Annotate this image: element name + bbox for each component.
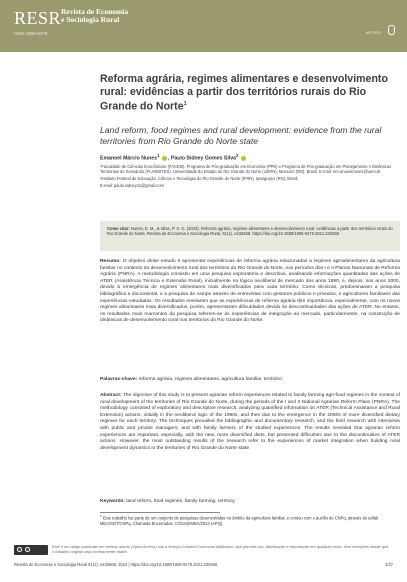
footer-citation: Revista de Economia e Sociologia Rural 61(1): e232668, 2023 | https://doi.org/10.1590/1806-9479.2021.232668	[14, 562, 218, 567]
keywords-label: Keywords:	[100, 499, 126, 504]
article-type-label: ARTIGO	[365, 30, 381, 35]
abstract-paragraph	[100, 393, 400, 452]
abstract-label: Abstract:	[100, 393, 122, 398]
author-affiliation-mark: 2	[236, 153, 239, 158]
citation-body[interactable]: Nunes, E. M., & Silva, P. S. G. (2023). Reforma agrária, regimes alimentares e desenvolvimento rural: evidências a partir dos territórios rurais do Rio Grande do Norte. Revista de Economia e Sociologia Rural, 61(1), e232668. https://doi.org/10.1590/1806-9479.2021.232668	[107, 226, 393, 237]
orcid-icon[interactable]	[162, 156, 167, 161]
article-subtitle: Land reform, food regimes and rural development: evidence from the rural territories from Rio Grande do Norte state	[100, 125, 382, 146]
title-footnote-mark: 1	[183, 101, 187, 107]
affiliation-1: ¹Faculdade de Ciências Econômicas (FACEM), Programa de Pós-graduação em Economia (PPE) e Programa de Pós-graduação em Planejamento e Dinâmicas Territoriais do Semiárido (PLANDITES), Universidade do Estado do Rio Grande do Norte (UERN), Mossoró (RN), Brasil. E-mail: em-ananeinunes@uern.br	[100, 164, 392, 175]
resumo-text: O objetivo deste estudo é apresentar experiências de reforma agrária relacionadas a regimes agroalimentares da agricultura familiar no contexto do desenvolvimento rural dos territórios do Rio Grande do Norte, nos períodos dos I e II Planos Nacionais de Reforma Agrária (PNRA). A metodologia consistiu em uma pesquisa exploratória e descritiva, analisando informações quantitadas das ações de ATER (Assistência Técnica e Extensão Rural), inicialmente na lógica neoliberal de mercado dos anos 1990, e, depois, nos anos 2000, devido à emergência de regimes alimentares mais diversificados para cada território. Como técnicas, predominaram a pesquisa bibliográfica e documental, e a pesquisa de campo através de entrevistas com gestores públicos e privados, e agricultores familiares das experiências estudadas. Os resultados revelaram que as experiências de reforma agrária têm importância, especialmente, com os novos regimes alimentares mais diversificados, porém, apresentaram dificuldades devido às descontinuidades das ações de ATER. No entanto, os resultados mais marcantes da pesquisa referem-se às experiências de integração ao mercado, particularmente, na construção de dinâmicas de desenvolvimento rural nos territórios do Rio Grande do Norte.	[100, 259, 400, 324]
resumo-paragraph	[100, 259, 400, 325]
journal-header	[0, 0, 407, 52]
license-text: Este é um artigo publicado em acesso aberto (Open Access) sob a licença Creative Commons Attribution, que permite uso, distribuição e reprodução em qualquer meio, sem restrições desde que o trabalho original seja corretamente citado.	[52, 544, 389, 554]
page-number: 1/27	[385, 562, 393, 567]
affiliation-2: ²Instituto Federal de Educação, Ciência e Tecnologia do Rio Grande do Norte (IFRN), Ipanguaçu (RN), Brasil.	[100, 176, 299, 182]
author-affiliation-mark: 1	[157, 153, 160, 158]
by-icon	[25, 547, 30, 552]
citation-label: Como citar:	[107, 226, 130, 231]
palavras-chave-line	[100, 377, 400, 384]
footnote-mark: 1	[100, 514, 102, 518]
resumo-label: Resumo:	[100, 259, 121, 264]
orcid-icon[interactable]	[241, 156, 246, 161]
citation-box	[100, 221, 400, 251]
citation-text	[107, 226, 393, 237]
author-name[interactable]: Paulo Sidney Gomes Silva	[170, 155, 237, 162]
footnote-divider	[100, 512, 220, 513]
article-title: Reforma agrária, regimes alimentares e desenvolvimento rural: evidências a partir dos territórios rurais do Rio Grande do Norte$^1$	[100, 73, 388, 113]
abstract-text: The objective of this study is to present agrarian reform experiences related to family farming agri-food regimes in the context of rural development of the territories of Rio Grande do Norte, during the periods of the I and II National Agrarian Reform Plans (PNRA). The methodology consisted of exploratory and descriptive research, analyzing quantified information on ATER (Technical Assistance and Rural Extension) actions, initially in the neoliberal logic of the 1990s, and then due to the emergence in the 2000s of more diversified dietary regimes for each territory. The techniques prevailed the bibliographic and documentary research, and the field research with interviews with public and private managers, and with family farmers of the studied experiences. The results revealed that agrarian reform experiences are important, especially, with the new, more diversified diets, but presented difficulties due to the discontinuities of ATER actions. However, the most outstanding results of the research refer to the experiences of market integration when building rural development dynamics in the territories of Rio Grande do Norte state.	[100, 393, 400, 451]
palavras-chave-label: Palavras-chave:	[100, 377, 138, 382]
author-list: Emanoel Márcio Nunes$^1$ , Paulo Sidney Gomes Silva$^2$	[100, 153, 390, 162]
keywords-text: land reform, food regimes, family farming, territory.	[126, 499, 236, 504]
journal-name: Revista de Economia e Sociologia Rural	[61, 7, 129, 24]
journal-logo: RESR	[14, 8, 62, 28]
open-access-icon	[388, 25, 395, 35]
keywords-line	[100, 499, 400, 506]
issn-label: ISSN 1806-9479	[14, 31, 48, 36]
cc-icon	[17, 547, 22, 552]
creative-commons-badge[interactable]	[14, 545, 48, 555]
palavras-chave-text: reforma agrária, regimes alimentares, agricultura familiar, território.	[138, 377, 284, 382]
author-name[interactable]: Emanoel Márcio Nunes	[100, 155, 158, 162]
affiliation-email: E-mail: paulo.sidney11@gmail.com	[100, 182, 164, 188]
footnote-text: Este trabalho faz parte de um conjunto de pesquisas desenvolvidas no âmbito da agricultura familiar, e contou com o auxílio do CNPq, através do edital MDA/SDT/CNPq, Chamada Encerradas, COSAE/MDA/2013 (APQ).	[100, 515, 378, 526]
footnote	[100, 514, 400, 526]
affiliations	[100, 164, 400, 190]
